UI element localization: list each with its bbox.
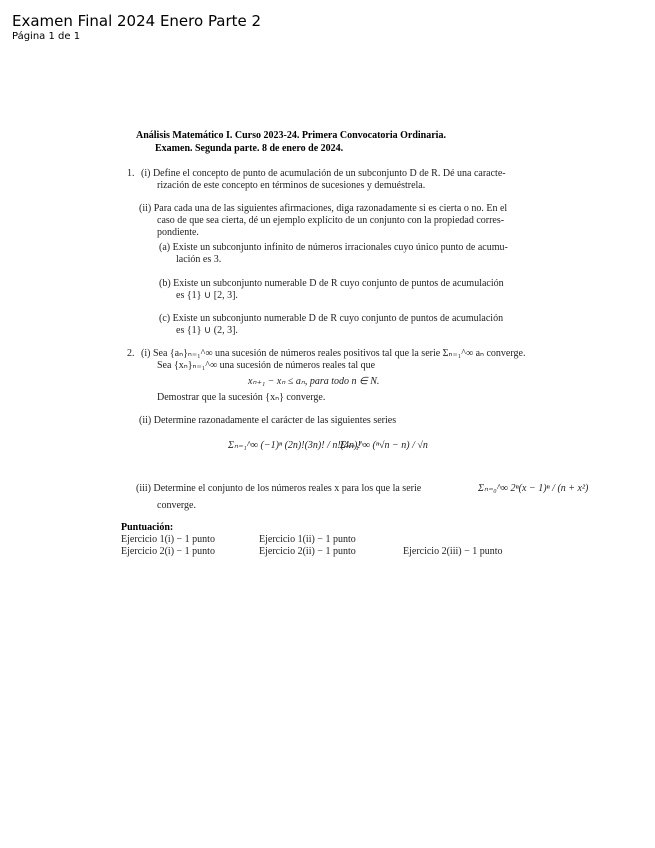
scoring-e2i: Ejercicio 2(i) − 1 punto (121, 546, 215, 557)
q1-a-line1: (a) Existe un subconjunto infinito de números irracionales cuyo único punto de acumu- (159, 242, 508, 253)
exam-heading-line1: Análisis Matemático I. Curso 2023-24. Primera Convocatoria Ordinaria. (136, 130, 446, 141)
exam-heading-line2: Examen. Segunda parte. 8 de enero de 2024. (155, 143, 344, 154)
q2-number: 2. (127, 348, 135, 359)
q2-ii-series2: Σₙ₌₁^∞ (ⁿ√n − n) / √n (340, 440, 428, 451)
q1-number: 1. (127, 168, 135, 179)
page-indicator: Página 1 de 1 (12, 31, 81, 42)
document-title: Examen Final 2024 Enero Parte 2 (12, 12, 262, 30)
q1-i-line2: rización de este concepto en términos de sucesiones y demuéstrela. (157, 180, 426, 191)
scoring-e1ii: Ejercicio 1(ii) − 1 punto (259, 534, 356, 545)
scoring-e1i: Ejercicio 1(i) − 1 punto (121, 534, 215, 545)
q1-ii-line1: (ii) Para cada una de las siguientes afirmaciones, diga razonadamente si es cierta o no. En el (139, 203, 508, 214)
q2-ii-series1: Σₙ₌₁^∞ (−1)ⁿ (2n)!(3n)! / n!(4n)! (228, 440, 361, 451)
scoring-title: Puntuación: (121, 522, 174, 533)
q2-iii-series: Σₙ₌₀^∞ 2ⁿ(x − 1)ⁿ / (n + x²) (478, 483, 589, 494)
q1-a-line2: lación es 3. (176, 254, 222, 265)
q1-c-line1: (c) Existe un subconjunto numerable D de R cuyo conjunto de puntos de acumulación (159, 313, 504, 324)
q1-c-line2: es {1} ∪ (2, 3]. (176, 325, 238, 336)
q1-ii-line2: caso de que sea cierta, dé un ejemplo explícito de un conjunto con la propiedad corres- (157, 215, 505, 226)
q2-iii-line1: (iii) Determine el conjunto de los números reales x para los que la serie (136, 483, 422, 494)
q2-i-line3: Demostrar que la sucesión {xₙ} converge. (157, 392, 326, 403)
q1-ii-line3: pondiente. (157, 227, 199, 238)
q2-iii-line2: converge. (157, 500, 196, 511)
scoring-e2ii: Ejercicio 2(ii) − 1 punto (259, 546, 356, 557)
q2-i-line1: (i) Sea {aₙ}ₙ₌₁^∞ una sucesión de números reales positivos tal que la serie Σₙ₌₁^∞ aₙ converge. (141, 348, 526, 359)
scoring-e2iii: Ejercicio 2(iii) − 1 punto (403, 546, 503, 557)
q2-i-formula: xₙ₊₁ − xₙ ≤ aₙ, para todo n ∈ N. (248, 376, 380, 387)
q2-ii-line1: (ii) Determine razonadamente el carácter de las siguientes series (139, 415, 397, 426)
q1-b-line1: (b) Existe un subconjunto numerable D de R cuyo conjunto de puntos de acumulación (159, 278, 504, 289)
q1-i-line1: (i) Define el concepto de punto de acumulación de un subconjunto D de R. Dé una caracte- (141, 168, 506, 179)
q2-i-line2: Sea {xₙ}ₙ₌₁^∞ una sucesión de números reales tal que (157, 360, 376, 371)
q1-b-line2: es {1} ∪ [2, 3]. (176, 290, 238, 301)
